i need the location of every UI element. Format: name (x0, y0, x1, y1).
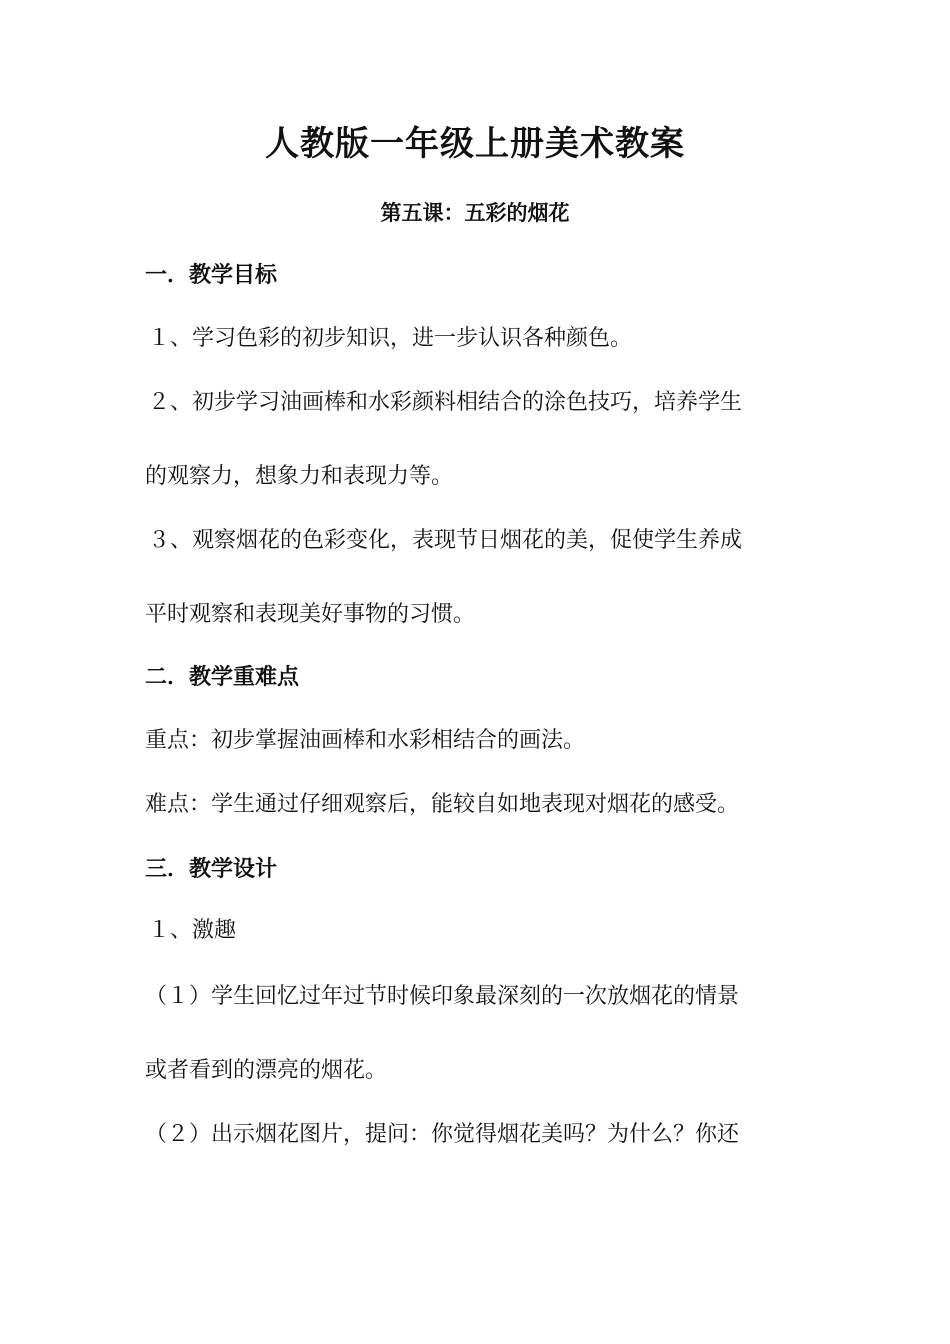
section-heading-key-points: 二．教学重难点 (145, 664, 300, 690)
paragraph-line: 平时观察和表现美好事物的习惯。 (145, 602, 476, 627)
paragraph-line: （１）学生回忆过年过节时候印象最深刻的一次放烟花的情景 (145, 984, 740, 1009)
paragraph-line: 重点：初步掌握油画棒和水彩相结合的画法。 (145, 728, 586, 753)
paragraph-line: １、激趣 (148, 918, 237, 943)
paragraph-line: 或者看到的漂亮的烟花。 (145, 1058, 388, 1083)
lesson-subtitle: 第五课：五彩的烟花 (380, 200, 570, 225)
document-title: 人教版一年级上册美术教案 (265, 124, 685, 164)
paragraph-line: ２、初步学习油画棒和水彩颜料相结合的涂色技巧，培养学生 (148, 390, 743, 415)
section-heading-objectives: 一．教学目标 (145, 262, 278, 288)
paragraph-line: ３、观察烟花的色彩变化，表现节日烟花的美，促使学生养成 (148, 528, 743, 553)
paragraph-line: 难点：学生通过仔细观察后，能较自如地表现对烟花的感受。 (145, 792, 740, 817)
paragraph-line: １、学习色彩的初步知识，进一步认识各种颜色。 (148, 326, 633, 351)
section-heading-design: 三．教学设计 (145, 856, 278, 882)
paragraph-line: 的观察力，想象力和表现力等。 (145, 464, 454, 489)
paragraph-line: （２）出示烟花图片，提问：你觉得烟花美吗？为什么？你还 (145, 1122, 740, 1147)
